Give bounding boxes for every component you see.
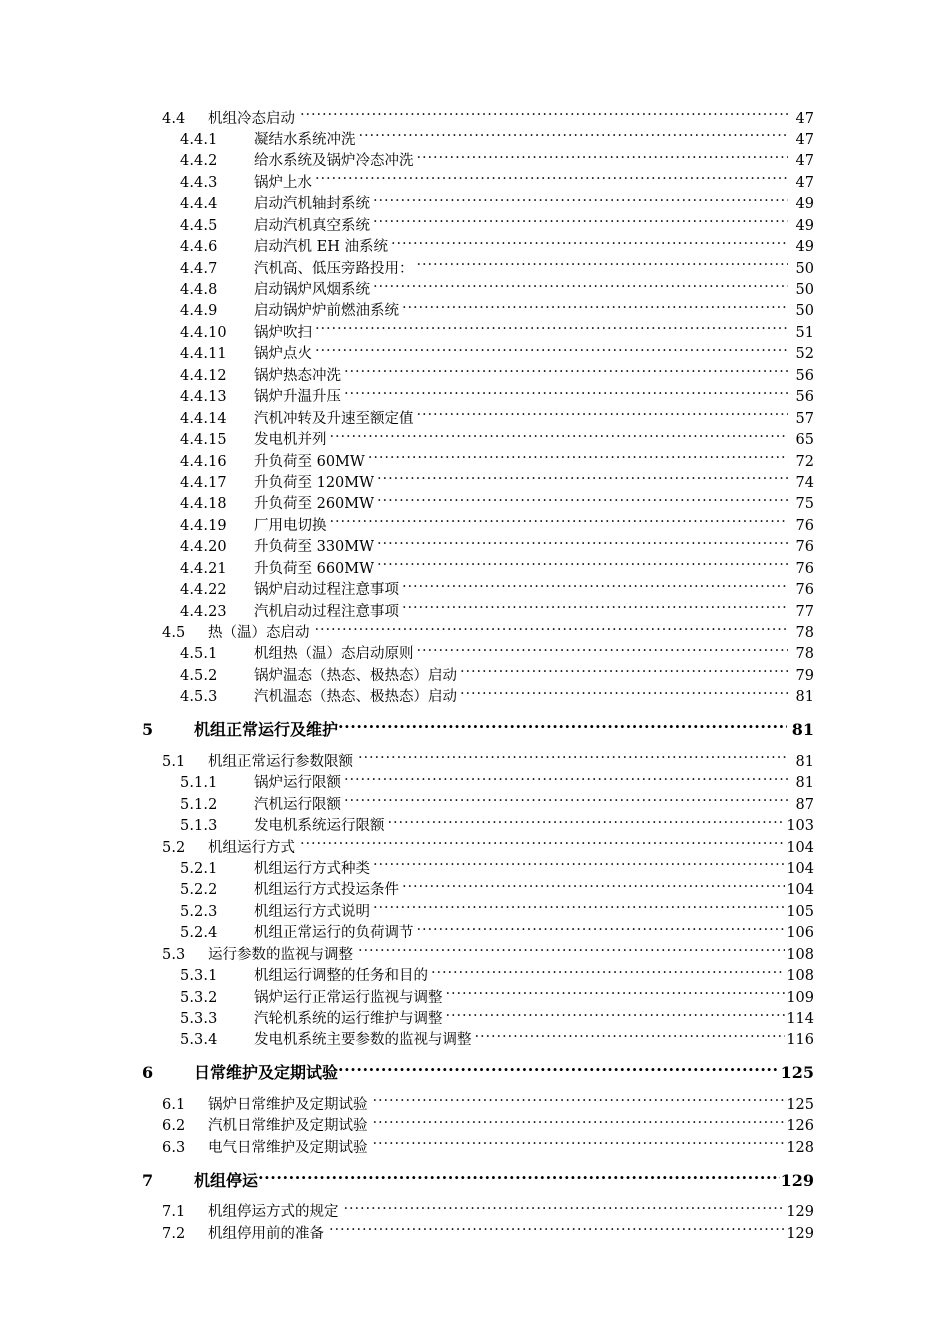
toc-entry[interactable] (0, 718, 950, 742)
toc-entry[interactable] (0, 537, 950, 558)
toc-entry-number: 4.4.7 (180, 260, 218, 277)
toc-entry-title: 汽轮机系统的运行维护与调整 (254, 1011, 443, 1027)
toc-entry-page-number: 128 (786, 1139, 814, 1156)
toc-entry[interactable] (0, 365, 950, 386)
toc-entry-number: 5.1 (162, 753, 186, 770)
toc-dot-leader (368, 451, 788, 466)
toc-dot-leader (300, 108, 788, 123)
toc-dot-leader (315, 623, 789, 638)
toc-entry-page-number: 109 (786, 989, 814, 1006)
toc-entry[interactable] (0, 751, 950, 772)
toc-entry-title: 机组运行方式说明 (254, 903, 370, 920)
toc-dot-leader (460, 687, 788, 702)
toc-entry-page-number: 52 (795, 346, 814, 363)
toc-entry[interactable] (0, 280, 950, 301)
toc-dot-leader (373, 1137, 786, 1152)
toc-entry-page-number: 74 (795, 474, 814, 491)
toc-dot-leader (373, 1116, 786, 1131)
toc-entry-title: 锅炉启动过程注意事项 (254, 582, 399, 599)
toc-entry-number: 6.1 (162, 1096, 186, 1113)
toc-entry-title: 启动汽机真空系统 (254, 217, 370, 234)
toc-entry-title: 机组停用前的准备 (208, 1225, 324, 1242)
toc-entry[interactable] (0, 344, 950, 365)
toc-entry[interactable] (0, 816, 950, 837)
toc-entry-page-number: 125 (786, 1096, 814, 1113)
toc-entry-number: 5.2.4 (180, 925, 218, 942)
toc-entry-page-number: 56 (795, 389, 814, 406)
toc-entry-title: 凝结水系统冲洗 (254, 131, 356, 148)
toc-entry-number: 4.4.10 (180, 324, 227, 341)
toc-entry-title: 升负荷至 660MW (254, 560, 375, 577)
toc-entry-title: 启动汽机 EH 油系统 (254, 239, 388, 256)
toc-entry-title: 汽机温态（热态、极热态）启动 (254, 689, 457, 706)
toc-entry-page-number: 108 (786, 946, 814, 963)
toc-entry-number: 4.5.1 (180, 646, 218, 663)
toc-entry-page-number: 129 (786, 1204, 814, 1221)
toc-entry-number: 4.4.20 (180, 539, 227, 556)
toc-entry-page-number: 78 (795, 646, 814, 663)
toc-entry[interactable] (0, 215, 950, 236)
toc-entry-title: 机组正常运行参数限额 (208, 753, 353, 770)
toc-dot-leader (373, 858, 785, 873)
toc-dot-leader (446, 1009, 786, 1024)
toc-entry[interactable] (0, 172, 950, 193)
toc-entry-page-number: 116 (786, 1032, 814, 1049)
toc-entry-page-number: 50 (795, 282, 814, 298)
toc-entry[interactable] (0, 665, 950, 686)
toc-entry[interactable] (0, 858, 950, 879)
toc-entry[interactable] (0, 1137, 950, 1158)
toc-dot-leader (330, 430, 789, 445)
toc-entry-number: 4.4.23 (180, 603, 227, 620)
toc-entry-page-number: 75 (795, 496, 814, 513)
toc-dot-leader (373, 901, 785, 916)
toc-dot-leader (330, 515, 789, 530)
toc-entry[interactable] (0, 451, 950, 472)
toc-entry-number: 4.4.12 (180, 367, 227, 384)
toc-entry[interactable] (0, 1009, 950, 1030)
toc-entry-title: 锅炉热态冲洗 (254, 367, 341, 384)
toc-entry-page-number: 49 (795, 239, 814, 256)
toc-entry-number: 6 (142, 1063, 154, 1083)
toc-entry-page-number: 105 (786, 903, 814, 920)
toc-entry-page-number: 81 (791, 720, 814, 740)
toc-entry-page-number: 87 (795, 796, 814, 813)
toc-entry-title: 机组冷态启动 (208, 110, 295, 127)
toc-entry[interactable] (0, 923, 950, 944)
toc-entry-title: 锅炉升温升压 (254, 389, 341, 406)
toc-entry-number: 4.4 (162, 110, 186, 127)
toc-entry-title: 机组正常运行及维护 (194, 720, 339, 740)
toc-entry-page-number: 47 (795, 153, 814, 170)
toc-entry-title: 升负荷至 120MW (254, 474, 375, 491)
toc-entry-page-number: 76 (795, 517, 814, 534)
toc-entry[interactable] (0, 301, 950, 322)
toc-entry-page-number: 51 (795, 324, 814, 341)
toc-entry-number: 6.3 (162, 1139, 186, 1156)
toc-dot-leader (402, 601, 788, 616)
toc-dot-leader (402, 580, 788, 595)
toc-dot-leader (373, 194, 788, 209)
toc-entry[interactable] (0, 322, 950, 343)
toc-entry-page-number: 76 (795, 582, 814, 599)
toc-entry[interactable] (0, 623, 950, 644)
toc-entry-title: 汽机高、低压旁路投用： (254, 260, 414, 277)
toc-entry[interactable] (0, 558, 950, 579)
toc-dot-leader (373, 280, 788, 295)
toc-dot-leader (377, 558, 788, 573)
toc-entry-page-number: 104 (786, 882, 814, 899)
toc-entry[interactable] (0, 580, 950, 601)
toc-entry[interactable] (0, 108, 950, 129)
toc-entry[interactable] (0, 472, 950, 493)
toc-dot-leader (417, 923, 786, 938)
toc-dot-leader (373, 1094, 786, 1109)
toc-entry-title: 机组运行方式种类 (254, 860, 370, 877)
toc-dot-leader (417, 408, 789, 423)
toc-entry-page-number: 76 (795, 539, 814, 556)
toc-entry-number: 5.2.3 (180, 903, 218, 920)
toc-dot-leader (417, 151, 789, 166)
toc-dot-leader (338, 719, 787, 735)
toc-entry-page-number: 129 (780, 1170, 814, 1190)
toc-entry-page-number: 79 (795, 667, 814, 684)
toc-dot-leader (344, 365, 788, 380)
toc-entry-title: 锅炉上水 (254, 174, 312, 191)
toc-entry-title: 发电机并列 (254, 432, 327, 449)
toc-entry-title: 锅炉运行正常运行监视与调整 (254, 989, 443, 1006)
toc-entry[interactable] (0, 408, 950, 429)
toc-entry-page-number: 57 (795, 410, 814, 427)
toc-dot-leader (338, 1062, 780, 1078)
toc-entry[interactable] (0, 237, 950, 258)
toc-entry-title: 锅炉点火 (254, 346, 312, 363)
toc-entry-number: 7.1 (162, 1204, 186, 1221)
toc-entry-page-number: 106 (786, 925, 814, 942)
toc-dot-leader (402, 301, 788, 316)
toc-entry-title: 日常维护及定期试验 (194, 1063, 339, 1083)
toc-entry-number: 4.4.2 (180, 153, 218, 170)
toc-dot-leader (388, 816, 786, 831)
toc-dot-leader (315, 344, 788, 359)
toc-entry[interactable] (0, 687, 950, 708)
toc-dot-leader (358, 944, 785, 959)
toc-entry-page-number: 103 (786, 818, 814, 835)
toc-entry-number: 4.4.21 (180, 560, 227, 577)
toc-entry[interactable] (0, 1223, 950, 1244)
toc-entry-number: 7 (142, 1170, 154, 1190)
toc-entry-number: 4.4.8 (180, 282, 218, 298)
toc-entry-number: 4.4.9 (180, 303, 218, 320)
toc-entry-page-number: 49 (795, 196, 814, 213)
toc-entry[interactable] (0, 837, 950, 858)
toc-entry[interactable] (0, 151, 950, 172)
toc-dot-leader (358, 751, 788, 766)
toc-entry-title: 机组停运方式的规定 (208, 1204, 339, 1221)
toc-entry-page-number: 49 (795, 217, 814, 234)
toc-entry-number: 5.3 (162, 946, 186, 963)
toc-entry[interactable] (0, 1061, 950, 1085)
toc-entry-number: 5 (142, 720, 154, 740)
toc-entry-number: 4.4.4 (180, 196, 218, 213)
toc-entry-page-number: 104 (786, 860, 814, 877)
toc-entry-number: 5.2 (162, 839, 186, 856)
toc-entry-page-number: 104 (786, 839, 814, 856)
toc-entry-title: 汽机日常维护及定期试验 (208, 1118, 368, 1135)
toc-entry[interactable] (0, 880, 950, 901)
toc-entry-title: 锅炉吹扫 (254, 324, 312, 341)
toc-dot-leader (377, 537, 788, 552)
toc-entry-title: 发电机系统运行限额 (254, 818, 385, 835)
toc-entry-number: 4.4.14 (180, 410, 227, 427)
toc-entry-title: 机组运行方式投运条件 (254, 882, 399, 899)
toc-entry[interactable] (0, 773, 950, 794)
toc-entry-title: 电气日常维护及定期试验 (208, 1139, 368, 1156)
toc-entry-title: 升负荷至 330MW (254, 539, 375, 556)
toc-entry-page-number: 72 (795, 453, 814, 470)
toc-entry-number: 5.1.1 (180, 775, 218, 792)
toc-entry-page-number: 47 (795, 110, 814, 127)
toc-dot-leader (344, 794, 788, 809)
toc-entry-number: 4.4.15 (180, 432, 227, 449)
toc-entry-title: 厂用电切换 (254, 517, 327, 534)
toc-entry-title: 锅炉运行限额 (254, 775, 341, 792)
toc-entry-number: 4.4.17 (180, 474, 227, 491)
toc-dot-leader (300, 837, 785, 852)
toc-entry-number: 4.4.13 (180, 389, 227, 406)
toc-dot-leader (315, 172, 788, 187)
toc-entry-page-number: 78 (795, 625, 814, 641)
toc-entry-page-number: 77 (795, 603, 814, 620)
toc-entry-page-number: 47 (795, 174, 814, 191)
toc-entry[interactable] (0, 987, 950, 1008)
toc-entry-page-number: 129 (786, 1225, 814, 1242)
toc-entry-title: 机组热（温）态启动原则 (254, 646, 414, 663)
toc-entry-number: 5.3.3 (180, 1011, 218, 1027)
toc-entry-title: 启动锅炉风烟系统 (254, 282, 370, 298)
toc-entry-page-number: 81 (795, 689, 814, 706)
toc-entry-title: 机组正常运行的负荷调节 (254, 925, 414, 942)
toc-entry-title: 机组运行调整的任务和目的 (254, 968, 428, 985)
toc-entry-title: 给水系统及锅炉冷态冲洗 (254, 153, 414, 170)
toc-dot-leader (344, 1202, 786, 1217)
table-of-contents (0, 108, 950, 1245)
toc-entry[interactable] (0, 430, 950, 451)
toc-dot-leader (377, 494, 788, 509)
toc-entry-number: 4.4.19 (180, 517, 227, 534)
toc-entry-title: 启动锅炉炉前燃油系统 (254, 303, 399, 320)
toc-dot-leader (446, 987, 786, 1002)
toc-dot-leader (377, 472, 788, 487)
toc-entry-number: 5.1.2 (180, 796, 218, 813)
toc-entry-number: 5.3.2 (180, 989, 218, 1006)
toc-entry-number: 4.4.11 (180, 346, 227, 363)
toc-dot-leader (431, 966, 785, 981)
toc-entry[interactable] (0, 794, 950, 815)
toc-entry-page-number: 125 (780, 1063, 814, 1083)
toc-dot-leader (391, 237, 788, 252)
toc-entry-page-number: 76 (795, 560, 814, 577)
toc-entry-title: 汽机冲转及升速至额定值 (254, 410, 414, 427)
toc-entry-title: 发电机系统主要参数的监视与调整 (254, 1032, 472, 1049)
toc-entry-title: 机组停运 (194, 1170, 259, 1190)
toc-dot-leader (373, 215, 788, 230)
toc-entry-number: 4.5.2 (180, 667, 218, 684)
toc-entry-number: 4.4.18 (180, 496, 227, 513)
toc-entry[interactable] (0, 258, 950, 279)
toc-entry-title: 机组运行方式 (208, 839, 295, 856)
toc-entry[interactable] (0, 1116, 950, 1137)
toc-entry-number: 7.2 (162, 1225, 186, 1242)
toc-entry-number: 5.3.1 (180, 968, 218, 985)
toc-entry-title: 锅炉温态（热态、极热态）启动 (254, 667, 457, 684)
toc-entry-title: 升负荷至 60MW (254, 453, 365, 470)
toc-entry-number: 5.2.1 (180, 860, 218, 877)
toc-entry-page-number: 81 (795, 753, 814, 770)
toc-entry[interactable] (0, 644, 950, 665)
toc-entry-title: 汽机运行限额 (254, 796, 341, 813)
toc-entry-page-number: 126 (786, 1118, 814, 1135)
toc-entry-number: 4.5 (162, 625, 186, 641)
toc-dot-leader (344, 387, 788, 402)
toc-dot-leader (417, 644, 789, 659)
toc-entry[interactable] (0, 1202, 950, 1223)
toc-entry-title: 运行参数的监视与调整 (208, 946, 353, 963)
toc-entry-number: 4.4.22 (180, 582, 227, 599)
toc-entry[interactable] (0, 601, 950, 622)
toc-entry[interactable] (0, 1030, 950, 1051)
toc-entry-title: 启动汽机轴封系统 (254, 196, 370, 213)
toc-entry[interactable] (0, 944, 950, 965)
toc-dot-leader (460, 665, 788, 680)
toc-entry-title: 汽机启动过程注意事项 (254, 603, 399, 620)
toc-dot-leader (359, 129, 789, 144)
toc-entry-number: 6.2 (162, 1118, 186, 1135)
toc-dot-leader (402, 880, 785, 895)
toc-entry[interactable] (0, 1094, 950, 1115)
toc-dot-leader (344, 773, 788, 788)
toc-entry[interactable] (0, 129, 950, 150)
toc-entry-page-number: 56 (795, 367, 814, 384)
toc-entry[interactable] (0, 515, 950, 536)
toc-entry-page-number: 47 (795, 131, 814, 148)
toc-entry[interactable] (0, 194, 950, 215)
toc-entry-title: 升负荷至 260MW (254, 496, 375, 513)
toc-dot-leader (258, 1170, 780, 1186)
toc-entry-title: 热（温）态启动 (208, 625, 310, 641)
toc-entry[interactable] (0, 901, 950, 922)
toc-entry-page-number: 114 (786, 1011, 814, 1027)
toc-dot-leader (417, 258, 789, 273)
toc-entry-page-number: 65 (795, 432, 814, 449)
toc-entry-page-number: 108 (786, 968, 814, 985)
toc-dot-leader (329, 1223, 785, 1238)
toc-entry[interactable] (0, 966, 950, 987)
toc-entry[interactable] (0, 1169, 950, 1193)
toc-entry-title: 锅炉日常维护及定期试验 (208, 1096, 368, 1113)
toc-entry-number: 5.2.2 (180, 882, 218, 899)
toc-entry-number: 4.4.1 (180, 131, 218, 148)
toc-entry-number: 4.4.16 (180, 453, 227, 470)
toc-entry-number: 4.4.5 (180, 217, 218, 234)
toc-entry[interactable] (0, 494, 950, 515)
toc-entry-page-number: 50 (795, 260, 814, 277)
toc-dot-leader (315, 322, 788, 337)
toc-entry[interactable] (0, 387, 950, 408)
toc-entry-number: 5.3.4 (180, 1032, 218, 1049)
toc-entry-number: 4.4.6 (180, 239, 218, 256)
toc-entry-number: 5.1.3 (180, 818, 218, 835)
toc-entry-page-number: 81 (795, 775, 814, 792)
toc-entry-number: 4.4.3 (180, 174, 218, 191)
toc-entry-page-number: 50 (795, 303, 814, 320)
toc-dot-leader (475, 1030, 786, 1045)
toc-entry-number: 4.5.3 (180, 689, 218, 706)
